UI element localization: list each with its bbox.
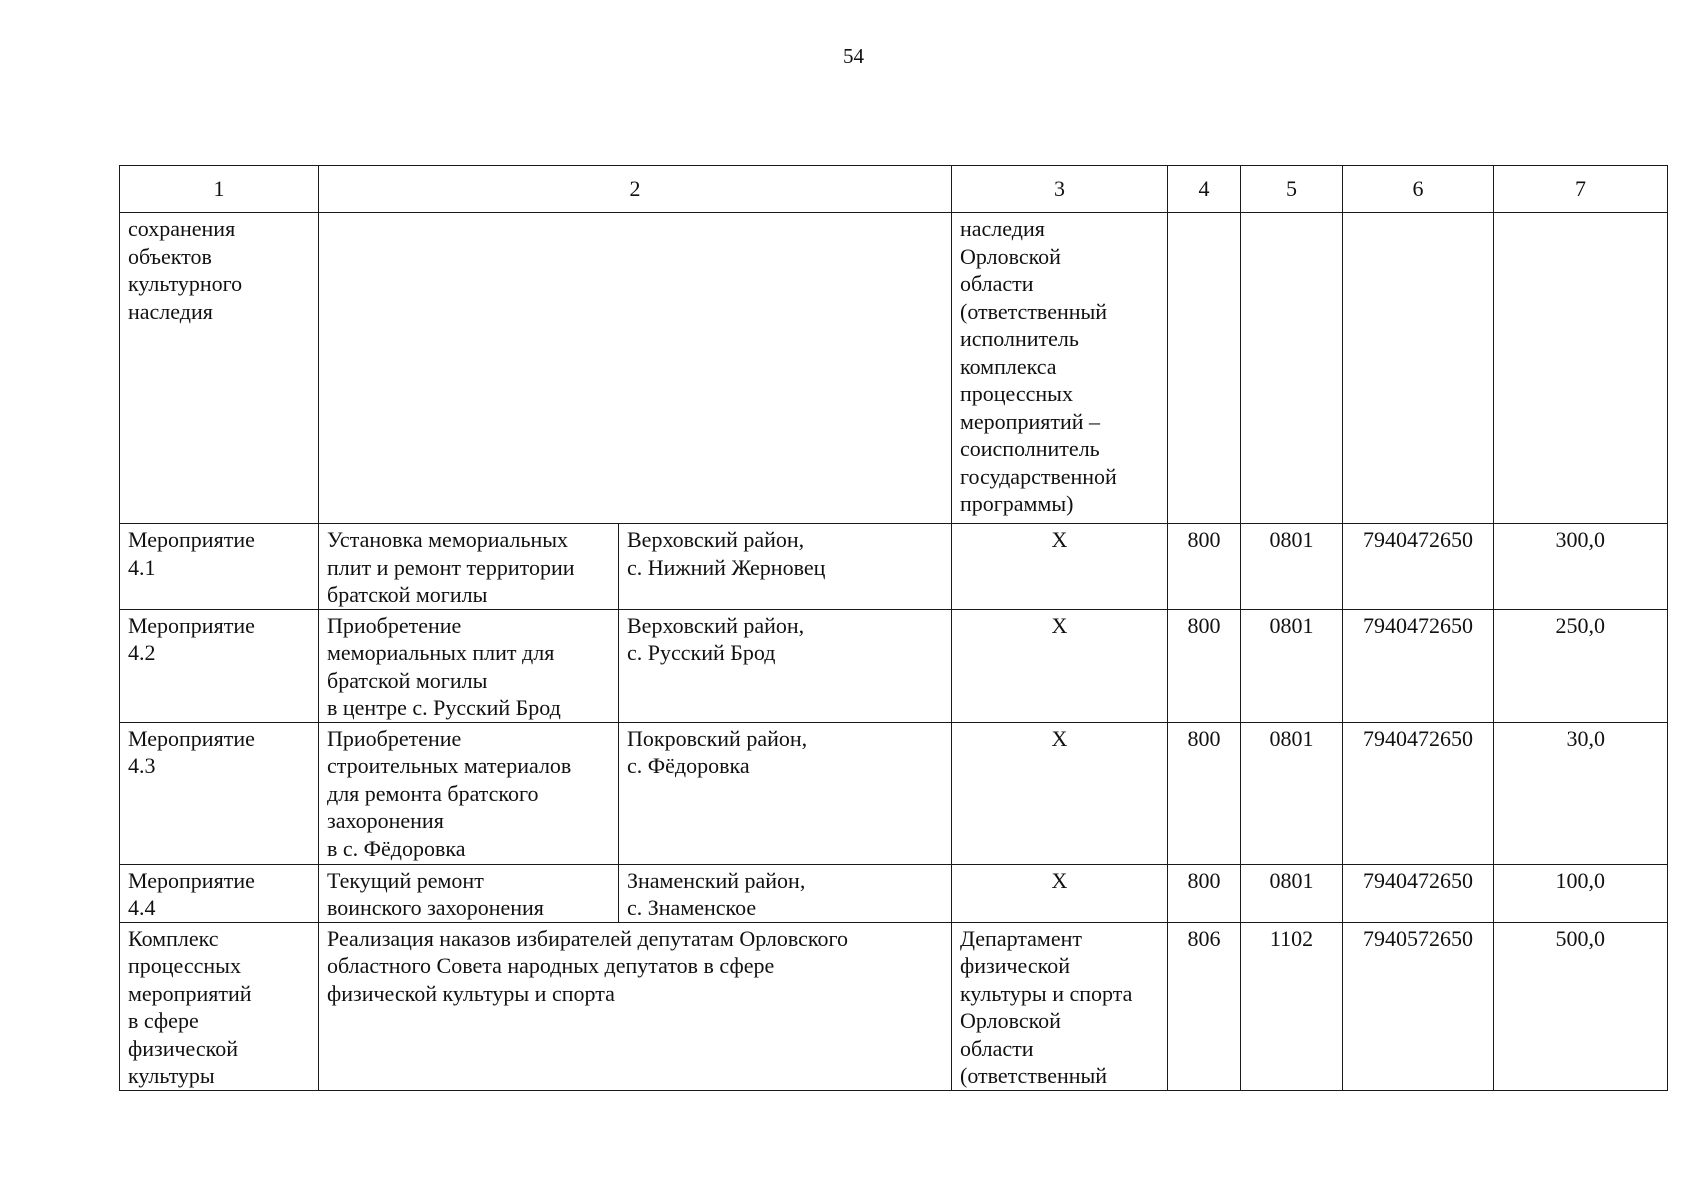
table-header-row — [120, 166, 1668, 213]
section-code-cell: 0801 — [1241, 524, 1343, 610]
target-code-cell: 7940472650 — [1343, 864, 1494, 922]
activity-description-cell: Установка мемориальных плит и ремонт территории братской могилы — [319, 524, 619, 610]
target-code-cell: 7940472650 — [1343, 524, 1494, 610]
budget-table — [119, 165, 1668, 1091]
target-code-cell: 7940472650 — [1343, 609, 1494, 722]
complex-executor-cell: Департамент физической культуры и спорта Орловской области (ответственный — [952, 922, 1168, 1090]
header-cell: 2 — [319, 166, 952, 213]
complex-description-cell: Реализация наказов избирателей депутатам Орловского областного Совета народных депутатов в сфере физической культуры и спорта — [319, 922, 952, 1090]
activity-name-cell: Мероприятие 4.3 — [120, 722, 319, 864]
empty-cell — [1343, 213, 1494, 524]
table-row-continuation — [120, 213, 1668, 524]
code-cell: 800 — [1168, 524, 1241, 610]
amount-cell: 250,0 — [1494, 609, 1668, 722]
activity-name-cell: Мероприятие 4.4 — [120, 864, 319, 922]
activity-description-cell: Текущий ремонт воинского захоронения — [319, 864, 619, 922]
empty-cell — [319, 213, 952, 524]
target-code-cell: 7940472650 — [1343, 722, 1494, 864]
amount-cell: 300,0 — [1494, 524, 1668, 610]
table-row-complex — [120, 922, 1668, 1090]
header-cell: 7 — [1494, 166, 1668, 213]
empty-cell — [1168, 213, 1241, 524]
activity-description-cell: Приобретение мемориальных плит для братской могилы в центре с. Русский Брод — [319, 609, 619, 722]
activity-location-cell: Покровский район, с. Фёдоровка — [619, 722, 952, 864]
header-cell: 5 — [1241, 166, 1343, 213]
header-cell: 1 — [120, 166, 319, 213]
code-cell: 806 — [1168, 922, 1241, 1090]
amount-cell: 500,0 — [1494, 922, 1668, 1090]
table-row — [120, 864, 1668, 922]
header-cell: 4 — [1168, 166, 1241, 213]
section-code-cell: 0801 — [1241, 864, 1343, 922]
amount-cell: 100,0 — [1494, 864, 1668, 922]
activity-description-cell: Приобретение строительных материалов для ремонта братского захоронения в с. Фёдоровка — [319, 722, 619, 864]
executor-cell: Х — [952, 722, 1168, 864]
table-row — [120, 524, 1668, 610]
continuation-name-cell: сохранения объектов культурного наследия — [120, 213, 319, 524]
code-cell: 800 — [1168, 609, 1241, 722]
section-code-cell: 0801 — [1241, 722, 1343, 864]
empty-cell — [1494, 213, 1668, 524]
header-cell: 6 — [1343, 166, 1494, 213]
activity-location-cell: Верховский район, с. Русский Брод — [619, 609, 952, 722]
code-cell: 800 — [1168, 864, 1241, 922]
executor-cell: Х — [952, 864, 1168, 922]
activity-location-cell: Верховский район, с. Нижний Жерновец — [619, 524, 952, 610]
activity-location-cell: Знаменский район, с. Знаменское — [619, 864, 952, 922]
executor-cell: Х — [952, 609, 1168, 722]
complex-name-cell: Комплекс процессных мероприятий в сфере физической культуры — [120, 922, 319, 1090]
activity-name-cell: Мероприятие 4.1 — [120, 524, 319, 610]
section-code-cell: 0801 — [1241, 609, 1343, 722]
executor-cell: Х — [952, 524, 1168, 610]
empty-cell — [1241, 213, 1343, 524]
target-code-cell: 7940572650 — [1343, 922, 1494, 1090]
amount-cell: 30,0 — [1494, 722, 1668, 864]
header-cell: 3 — [952, 166, 1168, 213]
continuation-executor-cell: наследия Орловской области (ответственный исполнитель комплекса процессных мероприятий – соисполнитель государственной программы) — [952, 213, 1168, 524]
page-number: 54 — [843, 44, 864, 68]
table-row — [120, 722, 1668, 864]
section-code-cell: 1102 — [1241, 922, 1343, 1090]
code-cell: 800 — [1168, 722, 1241, 864]
table-row — [120, 609, 1668, 722]
activity-name-cell: Мероприятие 4.2 — [120, 609, 319, 722]
